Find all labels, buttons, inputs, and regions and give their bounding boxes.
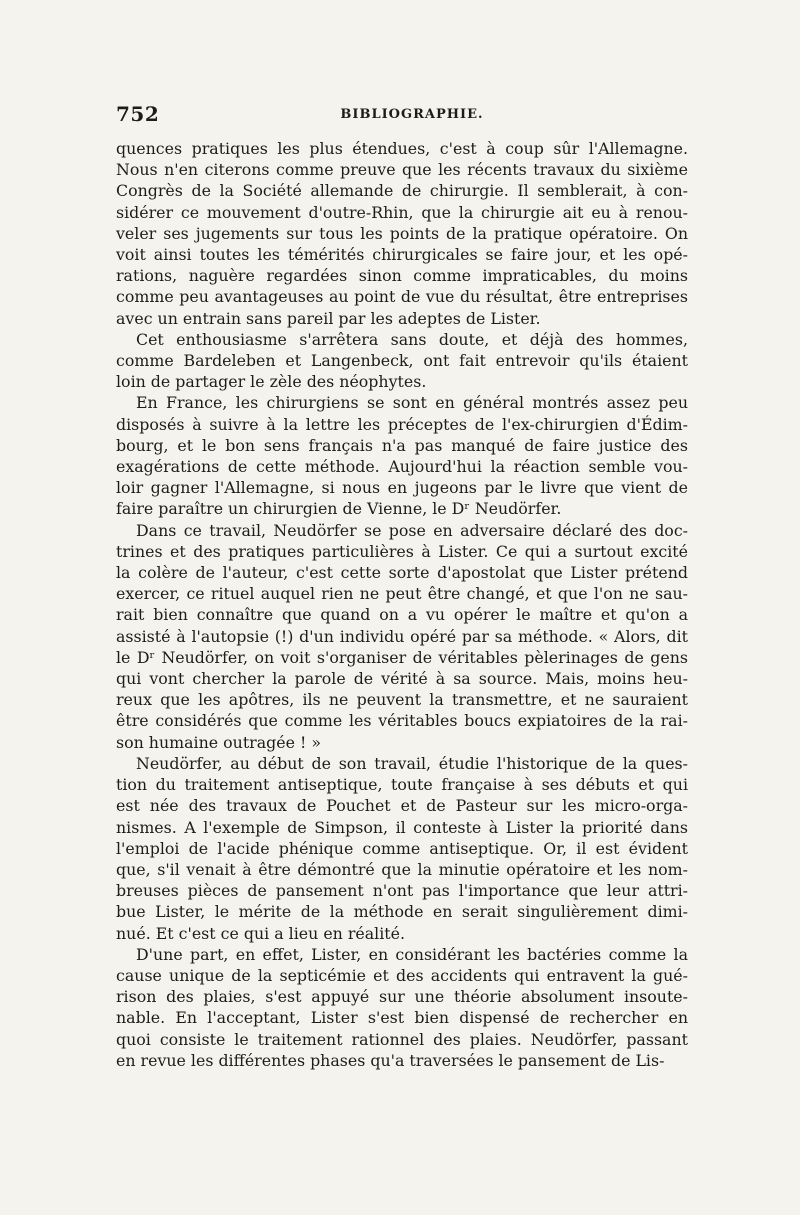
paragraph xyxy=(116,138,688,329)
text-line: comme Bardeleben et Langenbeck, ont fait entrevoir qu'ils étaient xyxy=(116,351,688,371)
page-header xyxy=(116,102,688,130)
text-line: est née des travaux de Pouchet et de Pasteur sur les micro-orga- xyxy=(116,796,688,816)
text-line: trines et des pratiques particulières à Lister. Ce qui a surtout excité xyxy=(116,541,688,561)
running-title: BIBLIOGRAPHIE. xyxy=(340,107,484,122)
text-line: quoi consiste le traitement rationnel des plaies. Neudörfer, passant xyxy=(116,1029,688,1049)
text-line: rison des plaies, s'est appuyé sur une théorie absolument insoute- xyxy=(116,987,688,1007)
text-line: nable. En l'acceptant, Lister s'est bien dispensé de rechercher en xyxy=(116,1008,688,1028)
text-line: disposés à suivre à la lettre les préceptes de l'ex-chirurgien d'Édim- xyxy=(116,414,688,434)
text-line: en revue les différentes phases qu'a traversées le pansement de Lis- xyxy=(116,1050,665,1070)
text-line: son humaine outragée ! » xyxy=(116,732,322,752)
text-line: le Dʳ Neudörfer, on voit s'organiser de véritables pèlerinages de gens xyxy=(116,647,688,667)
text-line: Neudörfer, au début de son travail, étudie l'historique de la ques- xyxy=(136,753,688,773)
text-line: faire paraître un chirurgien de Vienne, le Dʳ Neudörfer. xyxy=(116,499,562,519)
text-line: Nous n'en citerons comme preuve que les récents travaux du sixième xyxy=(116,160,688,180)
text-line: reux que les apôtres, ils ne peuvent la transmettre, et ne sauraient xyxy=(116,690,688,710)
text-line: exagérations de cette méthode. Aujourd'hui la réaction semble vou- xyxy=(116,457,688,477)
text-line: voit ainsi toutes les témérités chirurgicales se faire jour, et les opé- xyxy=(116,245,688,265)
text-line: bourg, et le bon sens français n'a pas manqué de faire justice des xyxy=(116,435,688,455)
text-line: rait bien connaître que quand on a vu opérer le maître et qu'on a xyxy=(116,605,688,625)
text-line: Congrès de la Société allemande de chirurgie. Il semblerait, à con- xyxy=(116,181,688,201)
text-line: nué. Et c'est ce qui a lieu en réalité. xyxy=(116,923,406,943)
paragraph xyxy=(116,753,688,944)
text-line: cause unique de la septicémie et des accidents qui entravent la gué- xyxy=(116,965,688,985)
paragraph xyxy=(116,944,688,1071)
text-line: exercer, ce rituel auquel rien ne peut être changé, et que l'on ne sau- xyxy=(116,584,688,604)
paragraph xyxy=(116,520,688,753)
text-line: bue Lister, le mérite de la méthode en serait singulièrement dimi- xyxy=(116,902,688,922)
text-line: nismes. A l'exemple de Simpson, il conteste à Lister la priorité dans xyxy=(116,817,688,837)
text-line: En France, les chirurgiens se sont en général montrés assez peu xyxy=(136,393,688,413)
text-line: D'une part, en effet, Lister, en considérant les bactéries comme la xyxy=(136,944,688,964)
text-line: sidérer ce mouvement d'outre-Rhin, que la chirurgie ait eu à renou- xyxy=(116,202,688,222)
text-line: comme peu avantageuses au point de vue du résultat, être entreprises xyxy=(116,287,688,307)
text-line: la colère de l'auteur, c'est cette sorte d'apostolat que Lister prétend xyxy=(116,563,688,583)
body-text xyxy=(116,138,688,1071)
page-number: 752 xyxy=(116,102,160,126)
text-line: loin de partager le zèle des néophytes. xyxy=(116,372,427,392)
text-line: être considérés que comme les véritables boucs expiatoires de la rai- xyxy=(116,711,688,731)
text-line: loir gagner l'Allemagne, si nous en jugeons par le livre que vient de xyxy=(116,478,688,498)
text-line: qui vont chercher la parole de vérité à sa source. Mais, moins heu- xyxy=(116,669,688,689)
text-line: tion du traitement antiseptique, toute française à ses débuts et qui xyxy=(116,775,688,795)
paragraph xyxy=(116,329,688,393)
text-line: breuses pièces de pansement n'ont pas l'importance que leur attri- xyxy=(116,881,688,901)
text-line: rations, naguère regardées sinon comme impraticables, du moins xyxy=(116,266,688,286)
text-line: assisté à l'autopsie (!) d'un individu opéré par sa méthode. « Alors, dit xyxy=(116,626,688,646)
paragraph xyxy=(116,392,688,519)
text-line: que, s'il venait à être démontré que la minutie opératoire et les nom- xyxy=(116,859,688,879)
text-line: l'emploi de l'acide phénique comme antiseptique. Or, il est évident xyxy=(116,838,688,858)
text-line: quences pratiques les plus étendues, c'est à coup sûr l'Allemagne. xyxy=(116,139,688,158)
text-line: veler ses jugements sur tous les points de la pratique opératoire. On xyxy=(116,223,688,243)
text-line: Dans ce travail, Neudörfer se pose en adversaire déclaré des doc- xyxy=(136,520,688,540)
text-line: avec un entrain sans pareil par les adeptes de Lister. xyxy=(116,308,541,328)
text-line: Cet enthousiasme s'arrêtera sans doute, et déjà des hommes, xyxy=(136,329,688,349)
